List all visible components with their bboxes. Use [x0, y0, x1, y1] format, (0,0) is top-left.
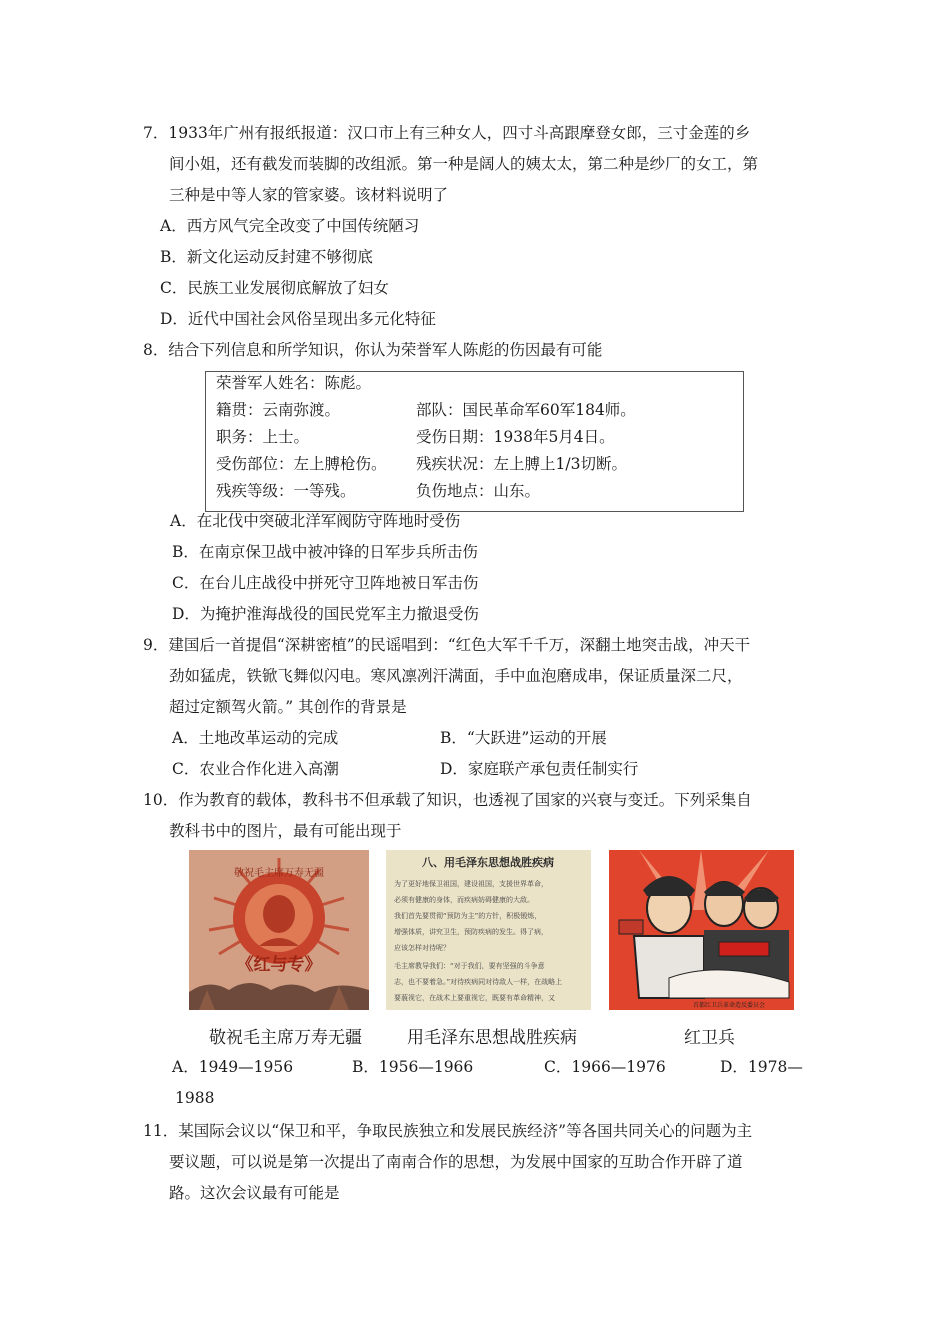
q9-stem-line-1: 9．建国后一首提倡“深耕密植”的民谣唱到：“红色大军千千万，深翻土地突击战，冲天干: [143, 636, 751, 654]
page-text-line: 毛主席教导我们：“对于我们，要有坚强的斗争意: [394, 962, 545, 970]
page-text-line: 必须有健康的身体，而疾病妨碍健康的大敌。: [394, 896, 534, 904]
image-caption-3: 红卫兵: [684, 1028, 735, 1048]
q7-stem-line-2: 间小姐，还有截发而装脚的改组派。第一种是阔人的姨太太，第二种是纱厂的女工，第: [169, 155, 759, 173]
q9-option-a: A．土地改革运动的完成: [172, 729, 339, 747]
q9-option-d: D．家庭联产承包责任制实行: [440, 760, 639, 778]
page-text-line: 我们首先要贯彻“预防为主”的方针，积极锻炼，: [394, 912, 542, 920]
poster-illustration: [609, 850, 794, 1010]
info-place: 负伤地点：山东。: [416, 482, 541, 500]
image-caption-1: 敬祝毛主席万寿无疆: [209, 1028, 362, 1048]
page-text-line: 志，也不要着急。”对待疾病同对待敌人一样，在战略上: [394, 978, 563, 986]
q9-stem-line-2: 劲如猛虎，铁锨飞舞似闪电。寒风凛冽汗满面，手中血泡磨成串，保证质量深二尺，: [169, 667, 743, 685]
q10-stem-line-1: 10．作为教育的载体，教科书不但承载了知识，也透视了国家的兴衰与变迁。下列采集自: [143, 791, 752, 809]
q8-option-d: D．为掩护淮海战役的国民党军主力撤退受伤: [172, 605, 479, 623]
info-disability: 残疾状况：左上膊上1/3切断。: [416, 455, 627, 473]
cover-title: 《红与专》: [236, 955, 322, 975]
info-name: 荣誉军人姓名：陈彪。: [216, 374, 372, 392]
info-unit: 部队：国民革命军60军184师。: [416, 401, 636, 419]
q10-option-d-wrap: 1988: [175, 1089, 215, 1107]
q8-option-a: A．在北伐中突破北洋军阀防守阵地时受伤: [170, 512, 461, 530]
q7-option-c: C．民族工业发展彻底解放了妇女: [160, 279, 389, 297]
page-heading: 八、用毛泽东思想战胜疾病: [422, 856, 554, 869]
q9-option-c: C．农业合作化进入高潮: [172, 760, 339, 778]
red-guard-poster-image: [609, 850, 794, 1010]
page-text-line: 增强体质，讲究卫生，预防疾病的发生。得了病，: [394, 928, 548, 936]
q10-option-d: D．1978—: [720, 1058, 803, 1076]
q7-option-d: D．近代中国社会风俗呈现出多元化特征: [160, 310, 436, 328]
q10-option-b: B．1956—1966: [352, 1058, 474, 1076]
q8-option-b: B．在南京保卫战中被冲锋的日军步兵所击伤: [172, 543, 478, 561]
q10-option-c: C．1966—1976: [544, 1058, 666, 1076]
q8-stem: 8．结合下列信息和所学知识，你认为荣誉军人陈彪的伤因最有可能: [143, 341, 603, 359]
q7-stem-line-3: 三种是中等人家的管家婆。该材料说明了: [169, 186, 449, 204]
q9-option-b: B．“大跃进”运动的开展: [440, 729, 607, 747]
cover-arc-text: 敬祝毛主席万寿无疆: [234, 868, 324, 879]
q7-option-b: B．新文化运动反封建不够彻底: [160, 248, 373, 266]
soldier-info-box: [205, 371, 744, 512]
q11-stem-line-3: 路。这次会议最有可能是: [169, 1184, 340, 1202]
page-text-line: 为了更好地保卫祖国，建设祖国，支援世界革命，: [394, 880, 548, 888]
page-text-line: 要藐视它，在战术上要重视它，既要有革命精神，又: [394, 994, 555, 1002]
page-text-line: 应该怎样对待呢？: [394, 944, 450, 952]
q10-option-a: A．1949—1956: [172, 1058, 294, 1076]
q9-stem-line-3: 超过定额驾火箭。” 其创作的背景是: [169, 698, 407, 716]
textbook-cover-image: [189, 850, 369, 1010]
q7-stem-line-1: 7．1933年广州有报纸报道：汉口市上有三种女人，四寸斗高跟摩登女郎，三寸金莲的乡: [143, 124, 751, 142]
q8-option-c: C．在台儿庄战役中拼死守卫阵地被日军击伤: [172, 574, 479, 592]
q11-stem-line-2: 要议题，可以说是第一次提出了南南合作的思想，为发展中国家的互助合作开辟了道: [169, 1153, 743, 1171]
image-caption-2: 用毛泽东思想战胜疾病: [407, 1028, 577, 1048]
q10-stem-line-2: 教科书中的图片，最有可能出现于: [169, 822, 402, 840]
info-rank: 职务：上士。: [216, 428, 310, 446]
info-level: 残疾等级：一等残。: [216, 482, 356, 500]
textbook-page-illustration: [386, 850, 591, 1010]
poster-footer: 首都红卫兵革命造反委员会: [692, 1002, 766, 1009]
q7-option-a: A．西方风气完全改变了中国传统陋习: [160, 217, 420, 235]
info-date: 受伤日期：1938年5月4日。: [416, 428, 615, 446]
cover-illustration: [189, 850, 369, 1010]
q11-stem-line-1: 11．某国际会议以“保卫和平，争取民族独立和发展民族经济”等各国共同关心的问题为主: [143, 1122, 753, 1140]
info-wound: 受伤部位：左上膊枪伤。: [216, 455, 387, 473]
textbook-page-image: [386, 850, 591, 1010]
info-origin: 籍贯：云南弥渡。: [216, 401, 341, 419]
